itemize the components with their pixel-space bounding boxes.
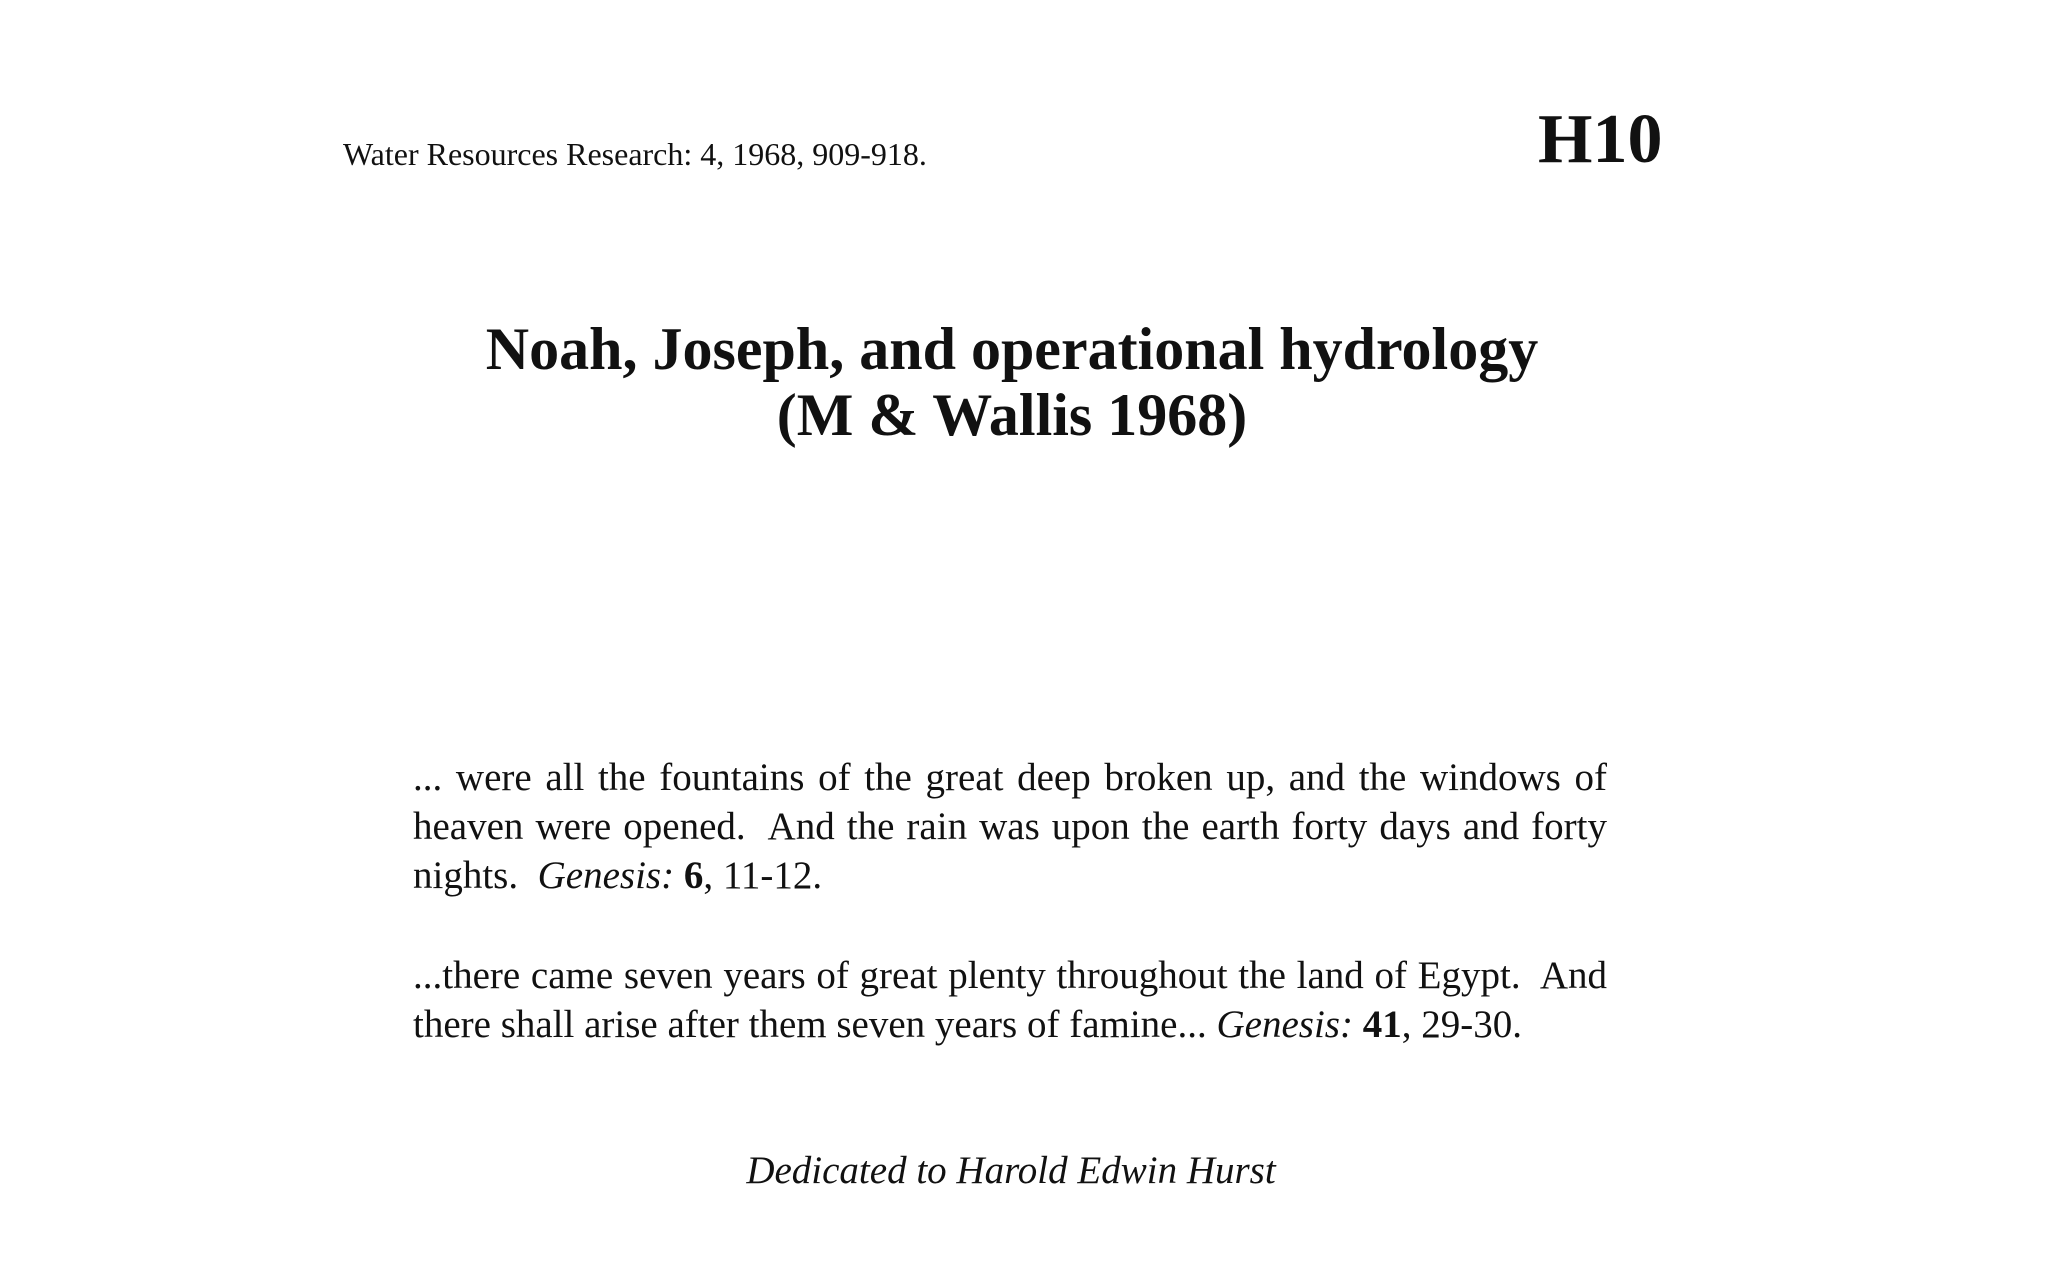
epigraph-book: Genesis: [1216, 1003, 1353, 1046]
chapter-code: H10 [1538, 101, 1663, 178]
epigraph-chapter: 41 [1362, 1003, 1402, 1046]
paper-title [0, 316, 2024, 448]
citation-line: Water Resources Research: 4, 1968, 909-918. [343, 136, 927, 172]
epigraph-text: ...there came seven years of great plenty throughout the land of Egypt. And there shall arise after them seven years of famine... [413, 954, 1607, 1046]
dedication: Dedicated to Harold Edwin Hurst [746, 1149, 1276, 1192]
epigraph-genesis-41 [413, 951, 1607, 1049]
epigraph-genesis-6 [413, 753, 1607, 900]
title-line-1: Noah, Joseph, and operational hydrology [485, 316, 1539, 382]
epigraph-text: ... were all the fountains of the great deep broken up, and the windows of heaven were opened. And the rain was upon the earth forty days and forty nights. [413, 756, 1607, 897]
epigraph-chapter: 6 [683, 854, 704, 897]
epigraph-verses: , 29-30. [1401, 1003, 1522, 1046]
epigraph-verses: , 11-12. [703, 854, 823, 897]
title-line-2: (M & Wallis 1968) [776, 382, 1248, 448]
epigraph-book: Genesis: [537, 854, 675, 897]
